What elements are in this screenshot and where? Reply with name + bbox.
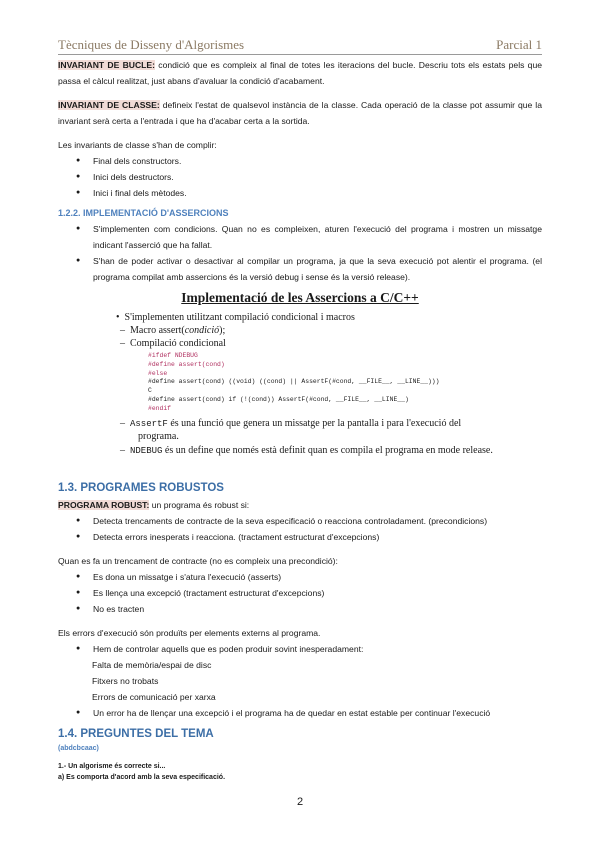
- invariant-bucle-term: INVARIANT DE BUCLE:: [58, 60, 156, 70]
- question-text: 1.- Un algorisme és correcte si...: [58, 763, 166, 770]
- invariant-bucle-text: condició que es compleix al final de totes les iteracions del bucle. Descriu tots els estats pels que passa el càlcul realitzat, just abans d'avaluar la condició d'acabament.: [58, 60, 542, 86]
- slide-code-block: [148, 352, 439, 414]
- embedded-slide: [58, 289, 542, 473]
- list-item: ● Hem de controlar aquells que es poden produir sovint inesperadament:: [76, 644, 364, 654]
- list-subitem: Errors de comunicació per xarxa: [92, 692, 216, 702]
- list-item: ● S'han de poder activar o desactivar al compilar un programa, ja que la seva execució pot alentir el programa. (el programa compilat amb assercions és la versió debug i sense és la versió release).: [76, 256, 542, 282]
- invariant-classe-term: INVARIANT DE CLASSE:: [58, 100, 160, 110]
- list-item: ● No es tracten: [76, 604, 145, 614]
- programa-robust-def: PROGRAMA ROBUST: un programa és robust si:: [58, 500, 250, 510]
- answer-text: a) Es comporta d'acord amb la seva especificació.: [58, 774, 226, 781]
- list-subitem: Fitxers no trobats: [92, 676, 159, 686]
- header-title: Tècniques de Disseny d'Algorismes: [58, 37, 245, 52]
- page-content: [58, 57, 542, 783]
- errors-list: [58, 641, 542, 721]
- compliment-list: [58, 153, 542, 201]
- code-line: #else: [148, 369, 168, 377]
- list-item: ● Es dona un missatge i s'atura l'execució (asserts): [76, 572, 282, 582]
- slide-dash-assertf: – AssertF és una funció que genera un missatge per la pantalla i para l'execució del: [120, 418, 462, 429]
- code-line: #define assert(cond) if (!(cond)) AssertF(#cond, __FILE__, __LINE__): [148, 395, 409, 403]
- assercions-list: [58, 221, 542, 285]
- page-number: 2: [296, 796, 304, 808]
- list-item: ● Es llença una excepció (tractament estructurat d'excepcions): [76, 588, 325, 598]
- list-subitem: Falta de memòria/espai de disc: [92, 660, 212, 670]
- list-item: ● Detecta trencaments de contracte de la seva especificació o reacciona controladament. (precondicions): [76, 516, 488, 526]
- compliment-intro: Les invariants de classe s'han de complir:: [58, 140, 217, 150]
- code-line: #endif: [148, 404, 172, 412]
- section-122-heading: 1.2.2. IMPLEMENTACIÓ D'ASSERCIONS: [58, 208, 229, 218]
- errors-intro: Els errors d'execució són produïts per elements externs al programa.: [58, 628, 321, 638]
- list-item: ● Inici i final dels mètodes.: [76, 188, 187, 198]
- invariant-bucle-paragraph: [58, 57, 542, 89]
- robust-list: [58, 513, 542, 545]
- invariant-classe-paragraph: [58, 97, 542, 129]
- answer-code: (abdcbcaac): [58, 745, 99, 752]
- slide-dash-compilacio: – Compilació condicional: [120, 338, 226, 349]
- list-item: ● S'implementen com condicions. Quan no es compleixen, aturen l'execució del programa i mostren un missatge indicant l'asserció que ha fallat.: [76, 224, 542, 250]
- trencament-intro: Quan es fa un trencament de contracte (no es compleix una precondició):: [58, 556, 338, 566]
- code-line: #define assert(cond): [148, 360, 225, 368]
- slide-bullet: • S'implementen utilitzant compilació condicional i macros: [116, 312, 355, 323]
- invariant-classe-text: defineix l'estat de qualsevol instància de la classe. Cada operació de la classe pot assumir que la invariant serà certa a l'entrada i que ha d'acabar certa a la sortida.: [58, 100, 542, 126]
- code-line: #ifdef NDEBUG: [148, 352, 198, 359]
- trencament-list: [58, 569, 542, 617]
- section-14-heading: 1.4. PREGUNTES DEL TEMA: [58, 728, 214, 740]
- section-13-heading: 1.3. PROGRAMES ROBUSTOS: [58, 482, 224, 494]
- list-item: ● Un error ha de llençar una excepció i el programa ha de quedar en estat estable per continuar l'execució: [76, 708, 491, 718]
- list-item: ● Inici dels destructors.: [76, 172, 174, 182]
- code-line: C: [148, 387, 152, 395]
- slide-dash-macro: – Macro assert(condició);: [120, 325, 226, 336]
- slide-dash-ndebug: – NDEBUG és un define que només està definit quan es compila el programa en mode release.: [120, 445, 493, 456]
- page-header: [58, 38, 542, 55]
- header-part: Parcial 1: [496, 37, 542, 52]
- code-line: #define assert(cond) ((void) ((cond) || AssertF(#cond, __FILE__, __LINE__))): [148, 378, 440, 386]
- list-item: ● Detecta errors inesperats i reacciona. (tractament estructurat d'excepcions): [76, 532, 380, 542]
- list-item: ● Final dels constructors.: [76, 156, 182, 166]
- programa-robust-term: PROGRAMA ROBUST:: [58, 500, 150, 510]
- slide-dash-assertf-cont: programa.: [138, 431, 179, 442]
- slide-title: Implementació de les Assercions a C/C++: [181, 290, 419, 305]
